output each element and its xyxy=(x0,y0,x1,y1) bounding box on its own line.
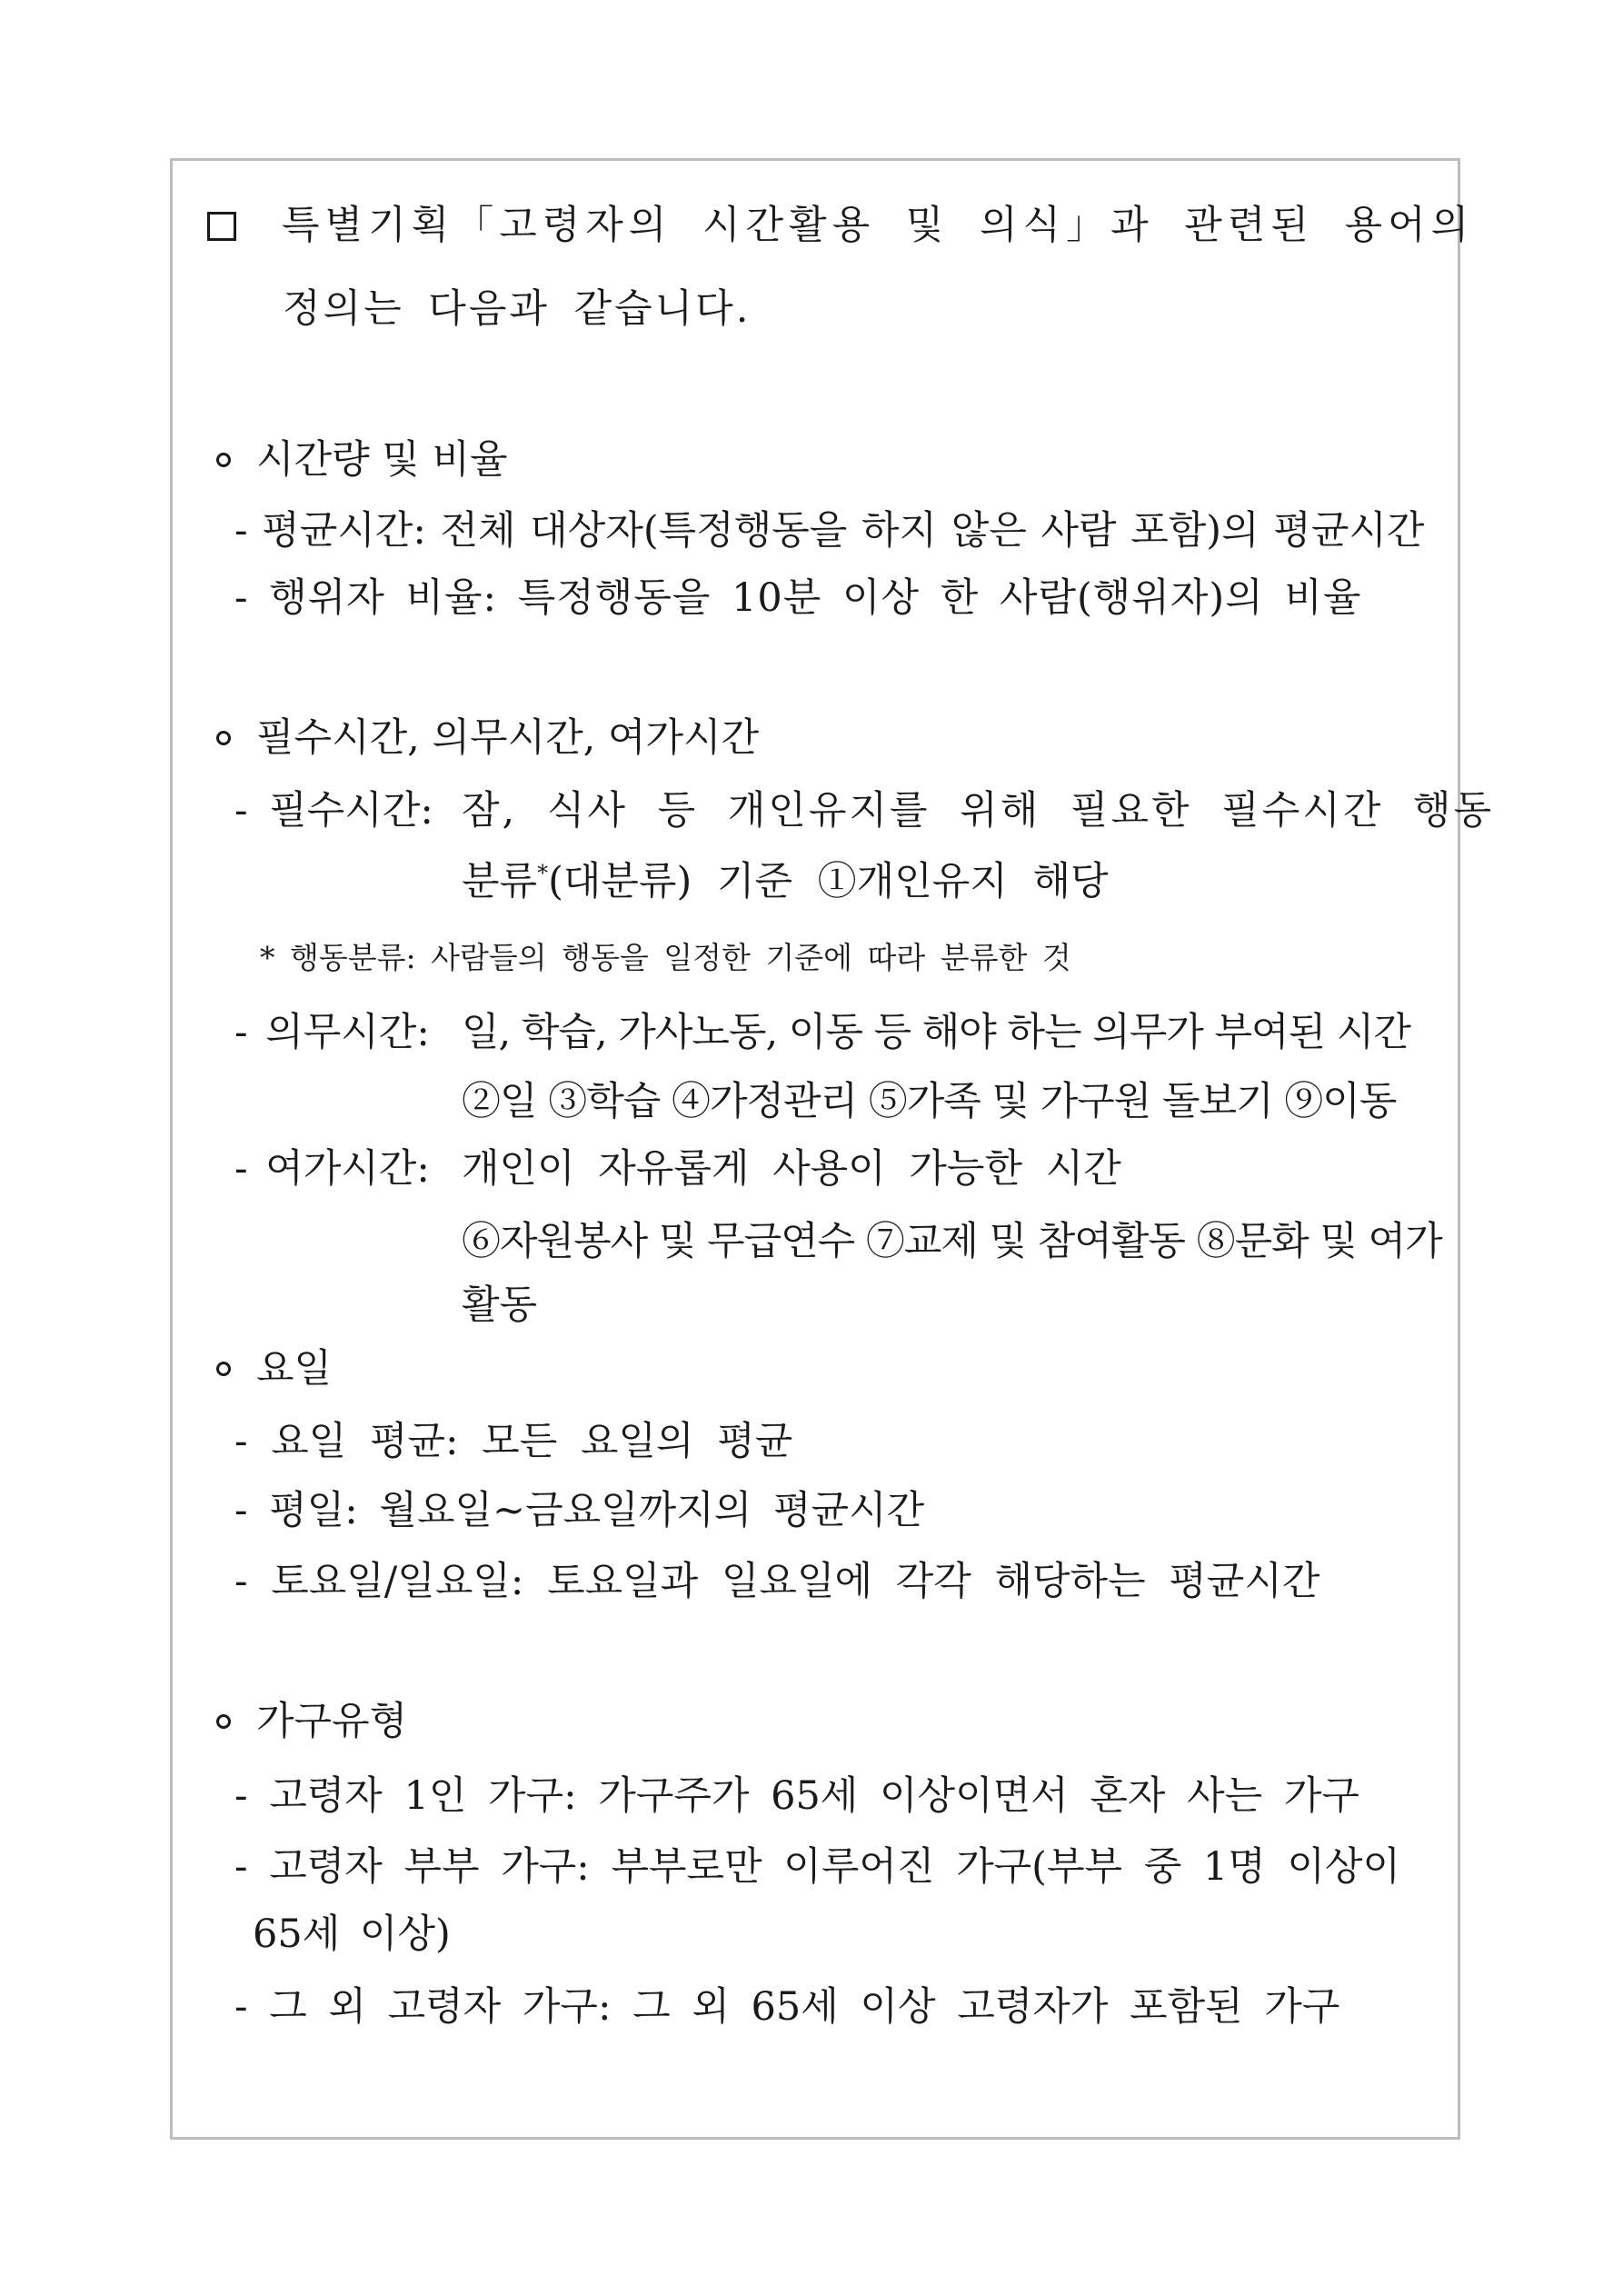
section-heading-household: 가구유형 xyxy=(216,1698,407,1745)
leisure-line-3: 활동 xyxy=(462,1283,538,1328)
obligatory-line-1: 일, 학습, 가사노동, 이동 등 해야 하는 의무가 부여된 시간 xyxy=(462,1010,1410,1055)
circle-bullet-icon xyxy=(216,1362,231,1376)
household-item-2: - 고령자 부부 가구: 부부로만 이루어진 가구(부부 중 1명 이상이 xyxy=(234,1844,1401,1890)
intro-line-1: 특별기획「고령자의 시간활용 및 의식」과 관련된 용어의 xyxy=(207,202,1474,249)
section-heading-time: 시간량 및 비율 xyxy=(216,436,508,484)
days-item-2: - 평일: 월요일~금요일까지의 평균시간 xyxy=(234,1488,925,1533)
days-item-3: - 토요일/일요일: 토요일과 일요일에 각각 해당하는 평균시간 xyxy=(234,1559,1320,1604)
household-item-1: - 고령자 1인 가구: 가구주가 65세 이상이면서 혼자 사는 가구 xyxy=(234,1773,1359,1819)
time-item-1: - 평균시간: 전체 대상자(특정행동을 하지 않은 사람 포함)의 평균시간 xyxy=(234,508,1425,554)
obligatory-label: - 의무시간: xyxy=(234,1010,430,1055)
circle-bullet-icon xyxy=(216,731,231,745)
leisure-label: - 여가시간: xyxy=(234,1146,430,1192)
circle-bullet-icon xyxy=(216,1714,231,1729)
section-heading-categories: 필수시간, 의무시간, 여가시간 xyxy=(216,714,759,762)
days-item-1: - 요일 평균: 모든 요일의 평균 xyxy=(234,1419,793,1464)
time-item-2: - 행위자 비율: 특정행동을 10분 이상 한 사람(행위자)의 비율 xyxy=(234,575,1362,621)
essential-line-2: 분류*(대분류) 기준 ①개인유지 해당 xyxy=(462,859,1109,904)
section-heading-days: 요일 xyxy=(216,1345,332,1393)
leisure-line-1: 개인이 자유롭게 사용이 가능한 시간 xyxy=(462,1146,1121,1192)
household-item-3: - 그 외 고령자 가구: 그 외 65세 이상 고령자가 포함된 가구 xyxy=(234,1984,1340,2030)
obligatory-line-2: ②일 ③학습 ④가정관리 ⑤가족 및 가구원 돌보기 ⑨이동 xyxy=(462,1079,1397,1124)
intro-line-2: 정의는 다음과 같습니다. xyxy=(283,286,752,332)
footnote-behavior-classification: * 행동분류: 사람들의 행동을 일정한 기준에 따라 분류한 것 xyxy=(260,940,1071,975)
leisure-line-2: ⑥자원봉사 및 무급연수 ⑦교제 및 참여활동 ⑧문화 및 여가 xyxy=(462,1219,1442,1264)
checkbox-square-icon xyxy=(207,212,236,241)
essential-line-1: 잠, 식사 등 개인유지를 위해 필요한 필수시간 행동 xyxy=(462,788,1495,834)
circle-bullet-icon xyxy=(216,453,231,467)
essential-label: - 필수시간: xyxy=(234,788,433,834)
household-item-2-cont: 65세 이상) xyxy=(253,1912,451,1957)
